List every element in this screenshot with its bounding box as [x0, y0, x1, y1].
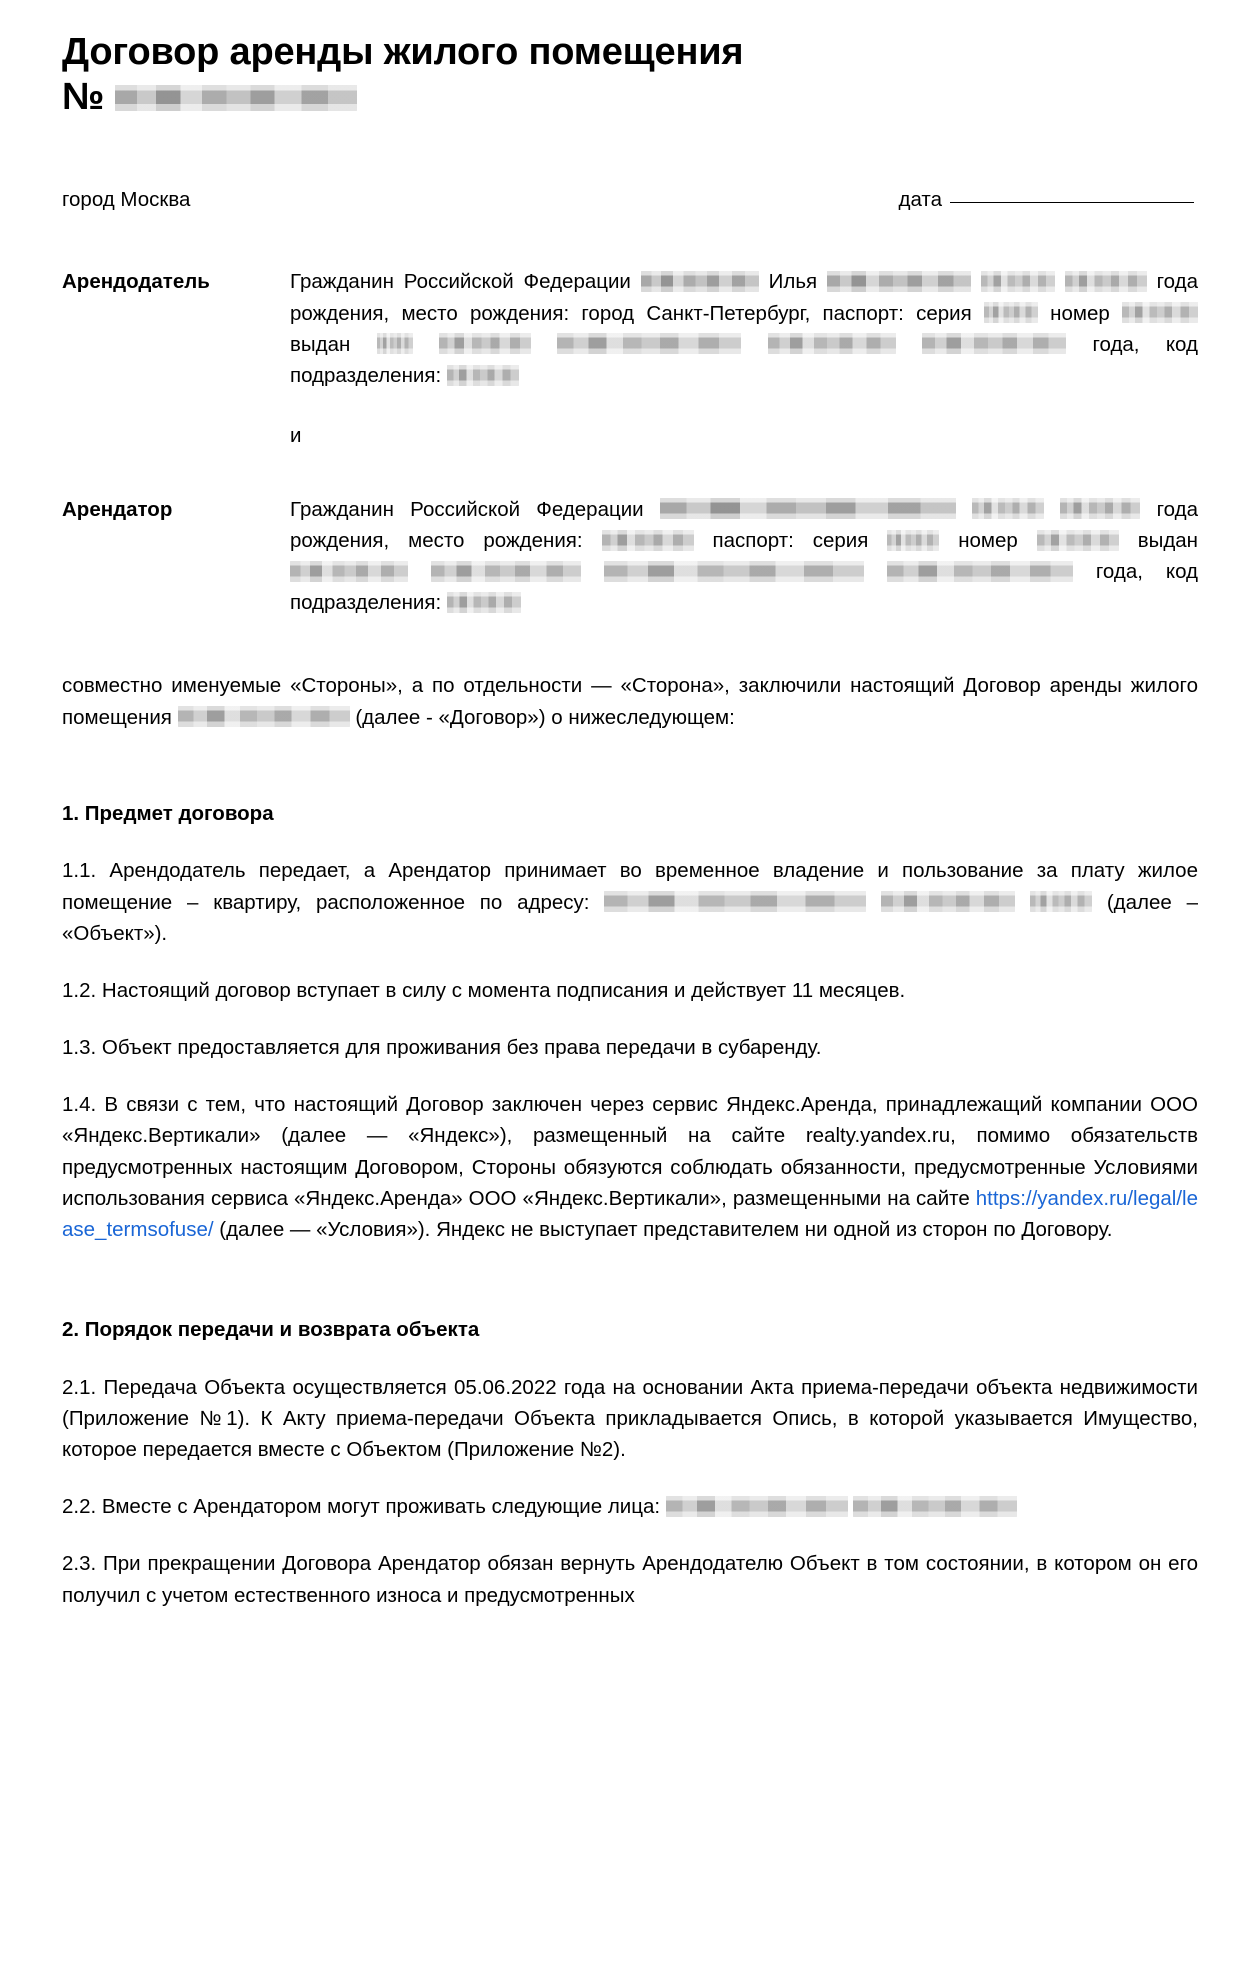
landlord-division-code-label: года, код подразделения:: [290, 332, 1198, 387]
redacted-landlord-division-code: [447, 365, 519, 386]
city-date-row: [62, 186, 1198, 215]
clause-1-3: 1.3. Объект предоставляется для проживания без права передачи в субаренду.: [62, 1036, 822, 1060]
clause-1-1-text-2: (далее – «Объект»).: [62, 890, 1198, 945]
tenant-citizenship-text: Гражданин Российской Федерации: [290, 497, 644, 521]
redacted-tenant-issue-date: [887, 561, 1073, 582]
tenant-division-code-label: года, код подразделения:: [290, 560, 1198, 615]
redacted-object-address-1: [604, 891, 866, 912]
document-title-text: Договор аренды жилого помещения: [62, 31, 744, 73]
clause-1-4-text-2: (далее — «Условия»). Яндекс не выступает представителем ни одной из сторон по Договору.: [219, 1217, 1113, 1241]
preamble-text-2: (далее - «Договор») о нижеследующем:: [355, 705, 735, 729]
redacted-tenant-passport-series: [887, 530, 939, 551]
redacted-contract-number-inline: [178, 706, 350, 727]
landlord-details: [290, 266, 1198, 391]
redacted-landlord-issuer-2: [439, 333, 531, 354]
tenant-birth-text: года рождения, место рождения:: [290, 497, 1198, 552]
tenant-details: [290, 494, 1198, 619]
parties-connector: и: [290, 423, 302, 447]
section-1-heading: 1. Предмет договора: [62, 801, 274, 825]
clause-2-2: [62, 1491, 1198, 1522]
tenant-label: Арендатор: [62, 497, 173, 521]
redacted-object-address-3: [1030, 891, 1092, 912]
redacted-tenant-birthdate-year: [1060, 498, 1140, 519]
clause-2-3: 2.3. При прекращении Договора Арендатор обязан вернуть Арендодателю Объект в том состоянии, в котором он его получил с учетом естественного износа и предусмотренных: [62, 1552, 1198, 1607]
redacted-tenant-issuer-1: [290, 561, 408, 582]
redacted-tenant-fullname: [660, 498, 956, 519]
clause-1-4: [62, 1089, 1198, 1245]
redacted-tenant-division-code: [447, 592, 521, 613]
clause-1-2: 1.2. Настоящий договор вступает в силу с момента подписания и действует 11 месяцев.: [62, 978, 906, 1002]
redacted-contract-number: [115, 85, 357, 111]
redacted-landlord-passport-number: [1122, 302, 1198, 323]
city-label: город Москва: [62, 187, 191, 211]
redacted-tenant-issuer-3: [604, 561, 864, 582]
date-label: дата: [898, 187, 942, 211]
redacted-tenant-passport-number: [1037, 530, 1119, 551]
landlord-issued-label: выдан: [290, 332, 351, 356]
redacted-landlord-surname: [641, 271, 759, 292]
clause-2-2-text: 2.2. Вместе с Арендатором могут проживать следующие лица:: [62, 1495, 661, 1519]
section-2-heading: 2. Порядок передачи и возврата объекта: [62, 1317, 480, 1341]
landlord-label: Арендодатель: [62, 270, 210, 294]
redacted-tenant-birthplace: [602, 530, 694, 551]
tenant-block: [62, 494, 1198, 619]
preamble-text-1: совместно именуемые «Стороны», а по отдельности — «Сторона», заключили настоящий Договор аренды жилого помещения: [62, 674, 1198, 729]
tenant-passport-number-label: номер: [958, 528, 1018, 552]
landlord-citizenship-text: Гражданин Российской Федерации: [290, 270, 631, 294]
redacted-cohabitants-1: [666, 1496, 848, 1517]
landlord-passport-number-label: номер: [1050, 301, 1110, 325]
clause-2-1: 2.1. Передача Объекта осуществляется 05.06.2022 года на основании Акта приема-передачи объекта недвижимости (Приложение №1). К Акту приема-передачи Объекта прикладывается Опись, в которой указывается Имущество, которое передается вместе с Объектом (Приложение №2).: [62, 1375, 1198, 1462]
redacted-landlord-birthdate-day: [981, 271, 1055, 292]
redacted-landlord-patronymic: [827, 271, 971, 292]
redacted-tenant-birthdate-day: [972, 498, 1044, 519]
date-blank-rule: [950, 201, 1194, 203]
contract-number-label: №: [62, 75, 105, 118]
redacted-landlord-birthdate-year: [1065, 271, 1147, 292]
clause-1-1-text-1: 1.1. Арендодатель передает, а Арендатор принимает во временное владение и пользование за плату жилое помещение – квартиру, расположенное по адресу:: [62, 859, 1198, 914]
tenant-passport-series-label: паспорт: серия: [712, 528, 869, 552]
clause-1-1: [62, 855, 1198, 948]
terms-of-use-link[interactable]: https://yandex.ru/legal/lease_termsofuse/: [62, 1186, 1198, 1241]
landlord-block: [62, 266, 1198, 391]
landlord-birth-text: года рождения, место рождения: город Санкт-Петербург, паспорт: серия: [290, 270, 1198, 325]
tenant-issued-label: выдан: [1137, 528, 1198, 552]
redacted-landlord-passport-series: [984, 302, 1038, 323]
redacted-landlord-issue-date: [922, 333, 1066, 354]
redacted-object-address-2: [881, 891, 1015, 912]
redacted-landlord-issuer-4: [768, 333, 896, 354]
page-title: [62, 30, 1198, 120]
redacted-cohabitants-2: [853, 1496, 1017, 1517]
redacted-tenant-issuer-2: [431, 561, 581, 582]
preamble-paragraph: [62, 670, 1198, 732]
redacted-landlord-issuer-3: [557, 333, 741, 354]
landlord-firstname: Илья: [768, 270, 818, 294]
redacted-landlord-issuer-1: [377, 333, 413, 354]
clause-1-4-text-1: 1.4. В связи с тем, что настоящий Договор заключен через сервис Яндекс.Аренда, принадлежащий компании ООО «Яндекс.Вертикали» (далее — «Яндекс»), размещенный на сайте realty.yandex.ru, помимо обязательств предусмотренных настоящим Договором, Стороны обязуются соблюдать обязанности, предусмотренные Условиями использования сервиса «Яндекс.Аренда» ООО «Яндекс.Вертикали», размещенными на сайте: [62, 1093, 1198, 1210]
date-field: [899, 186, 1198, 215]
